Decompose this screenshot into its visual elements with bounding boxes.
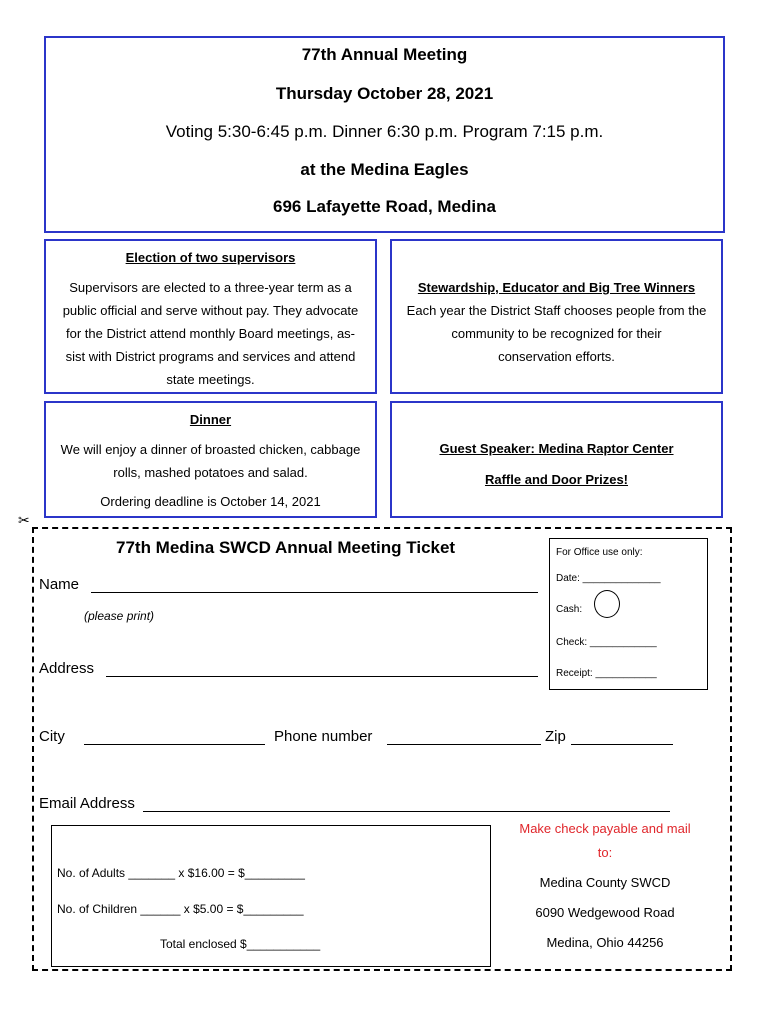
mail-instruction-to: to: [597, 845, 613, 860]
stewardship-line: community to be recognized for their [451, 326, 662, 341]
guest-panel [390, 401, 723, 518]
election-line: for the District attend monthly Board meetings, as- [65, 326, 355, 341]
office-heading: For Office use only: [556, 547, 643, 558]
children-line: No. of Children ______ x $5.00 = $_________ [57, 902, 304, 916]
name-field[interactable] [91, 592, 538, 593]
meeting-date: Thursday October 28, 2021 [275, 84, 494, 103]
dinner-heading: Dinner [189, 412, 232, 427]
office-use-box [549, 538, 708, 690]
raffle-text: Raffle and Door Prizes! [484, 472, 629, 487]
header-box [44, 36, 725, 233]
stewardship-heading: Stewardship, Educator and Big Tree Winners [417, 280, 696, 295]
phone-field[interactable] [387, 744, 541, 745]
name-label: Name [39, 576, 80, 593]
address-field[interactable] [106, 676, 538, 677]
meeting-venue: at the Medina Eagles [300, 160, 469, 179]
election-line: Supervisors are elected to a three-year term as a [69, 280, 352, 295]
election-line: sist with District programs and services and attend [65, 349, 356, 364]
payment-box [51, 825, 491, 967]
election-line: public official and serve without pay. They advocate [62, 303, 359, 318]
dinner-panel [44, 401, 377, 518]
city-field[interactable] [84, 744, 265, 745]
adults-line: No. of Adults _______ x $16.00 = $_________ [57, 866, 305, 880]
email-field[interactable] [143, 811, 670, 812]
zip-label: Zip [545, 728, 566, 745]
address-label: Address [39, 660, 95, 677]
meeting-schedule: Voting 5:30-6:45 p.m. Dinner 6:30 p.m. Program 7:15 p.m. [165, 122, 604, 141]
print-note: (please print) [84, 609, 155, 623]
election-heading: Election of two supervisors [125, 250, 296, 265]
meeting-address: 696 Lafayette Road, Medina [273, 197, 496, 216]
scissors-icon: ✂ [18, 512, 30, 528]
dinner-line: We will enjoy a dinner of broasted chicken, cabbage [60, 442, 361, 457]
ticket-title: 77th Medina SWCD Annual Meeting Ticket [116, 538, 456, 557]
zip-field[interactable] [571, 744, 673, 745]
office-date: Date: ______________ [556, 573, 661, 584]
phone-label: Phone number [274, 728, 373, 745]
election-line: state meetings. [166, 372, 255, 387]
meeting-title: 77th Annual Meeting [301, 45, 468, 64]
office-receipt: Receipt: ___________ [556, 668, 657, 679]
email-label: Email Address [39, 795, 135, 812]
mail-street: 6090 Wedgewood Road [535, 905, 675, 920]
stewardship-line: conservation efforts. [498, 349, 615, 364]
cash-circle [594, 590, 620, 618]
mail-org: Medina County SWCD [539, 875, 671, 890]
city-label: City [39, 728, 65, 745]
stewardship-line: Each year the District Staff chooses people from the [406, 303, 707, 318]
guest-speaker: Guest Speaker: Medina Raptor Center [439, 441, 674, 456]
mail-city: Medina, Ohio 44256 [546, 935, 664, 950]
dinner-line: rolls, mashed potatoes and salad. [113, 465, 308, 480]
mail-instruction: Make check payable and mail [519, 821, 691, 836]
office-cash: Cash: [556, 604, 583, 615]
total-line: Total enclosed $___________ [160, 937, 321, 951]
office-check: Check: ____________ [556, 637, 657, 648]
dinner-deadline: Ordering deadline is October 14, 2021 [100, 494, 321, 509]
election-panel [44, 239, 377, 394]
stewardship-panel [390, 239, 723, 394]
